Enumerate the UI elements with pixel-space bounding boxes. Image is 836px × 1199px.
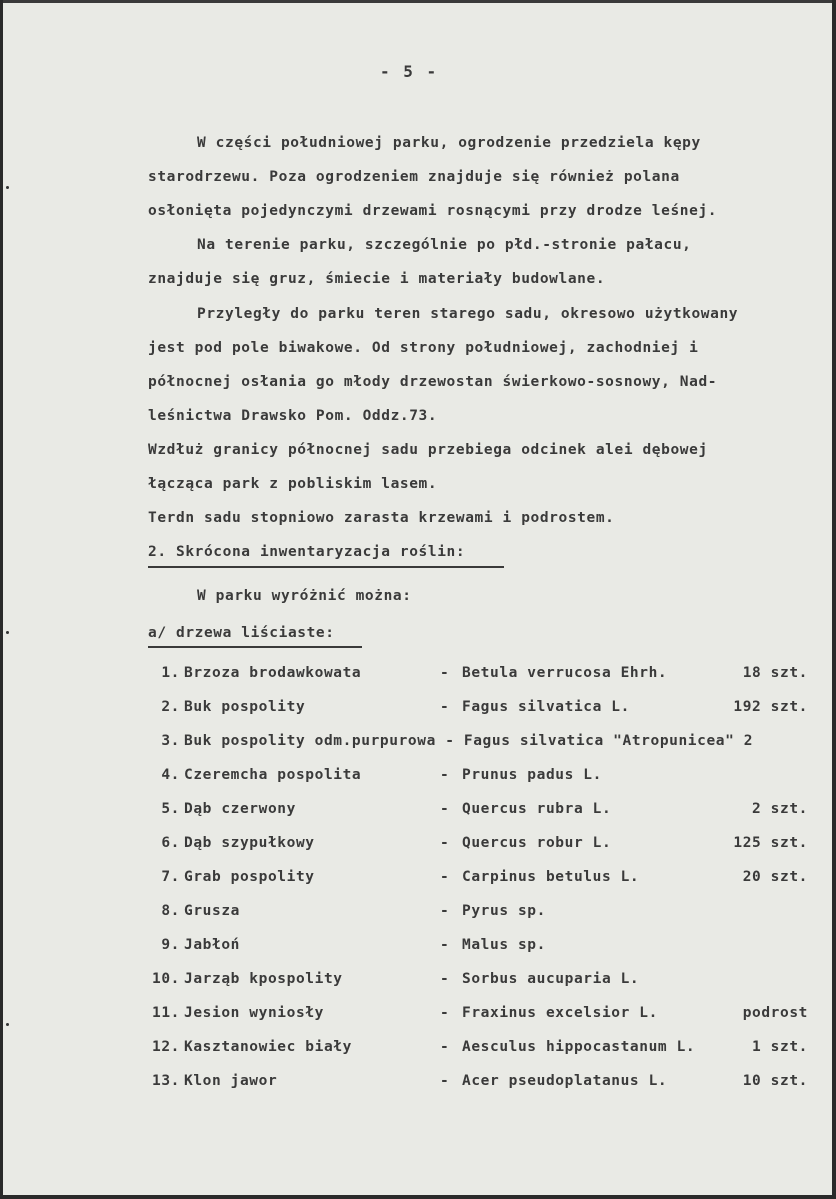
- dash: -: [440, 903, 450, 919]
- table-row: [140, 937, 820, 955]
- table-row: [140, 1073, 820, 1091]
- table-row: [140, 835, 820, 853]
- scan-border-left: [0, 0, 3, 1199]
- scan-border-bottom: [0, 1195, 836, 1199]
- polish-name: Dąb szypułkowy: [184, 835, 315, 851]
- latin-name: Fraxinus excelsior L.: [462, 1005, 658, 1021]
- row-number: 3.: [161, 733, 180, 749]
- table-row: [140, 903, 820, 921]
- row-number: 4.: [161, 767, 180, 783]
- punch-mark: [6, 1023, 9, 1026]
- page-number: - 5 -: [380, 62, 439, 81]
- latin-name: Carpinus betulus L.: [462, 869, 640, 885]
- dash: -: [440, 699, 450, 715]
- table-row: [140, 733, 820, 751]
- dash: -: [440, 835, 450, 851]
- row-number: 7.: [161, 869, 180, 885]
- row-full-text: Buk pospolity odm.purpurowa - Fagus silvatica "Atropunicea" 2: [184, 733, 754, 749]
- section-intro: W parku wyróżnić można:: [197, 588, 412, 604]
- scan-border-top: [0, 0, 836, 3]
- table-row: [140, 869, 820, 887]
- row-number: 13.: [152, 1073, 180, 1089]
- latin-name: Prunus padus L.: [462, 767, 602, 783]
- row-number: 9.: [161, 937, 180, 953]
- heading-underline: [148, 566, 504, 568]
- paragraph-line: starodrzewu. Poza ogrodzeniem znajduje się również polana: [148, 169, 680, 185]
- row-number: 6.: [161, 835, 180, 851]
- dash: -: [440, 971, 450, 987]
- polish-name: Buk pospolity: [184, 699, 306, 715]
- count: 192 szt.: [733, 699, 808, 715]
- row-number: 12.: [152, 1039, 180, 1055]
- punch-mark: [6, 631, 9, 634]
- dash: -: [440, 1005, 450, 1021]
- latin-name: Sorbus aucuparia L.: [462, 971, 640, 987]
- dash: -: [440, 665, 450, 681]
- dash: -: [440, 937, 450, 953]
- table-row: [140, 665, 820, 683]
- polish-name: Czeremcha pospolita: [184, 767, 362, 783]
- latin-name: Fagus silvatica L.: [462, 699, 630, 715]
- polish-name: Jarząb kpospolity: [184, 971, 343, 987]
- row-number: 8.: [161, 903, 180, 919]
- row-number: 1.: [161, 665, 180, 681]
- table-row: [140, 767, 820, 785]
- polish-name: Grab pospolity: [184, 869, 315, 885]
- subheading: a/ drzewa liściaste:: [148, 625, 335, 641]
- paragraph-line: jest pod pole biwakowe. Od strony południowej, zachodniej i: [148, 340, 699, 356]
- polish-name: Grusza: [184, 903, 240, 919]
- scan-border-right: [832, 0, 836, 1199]
- latin-name: Malus sp.: [462, 937, 546, 953]
- paragraph-line: Wzdłuż granicy północnej sadu przebiega odcinek alei dębowej: [148, 442, 708, 458]
- subheading-underline: [148, 646, 362, 648]
- dash: -: [440, 869, 450, 885]
- paragraph-line: Terdn sadu stopniowo zarasta krzewami i podrostem.: [148, 510, 615, 526]
- polish-name: Klon jawor: [184, 1073, 278, 1089]
- latin-name: Quercus robur L.: [462, 835, 612, 851]
- row-number: 11.: [152, 1005, 180, 1021]
- table-row: [140, 971, 820, 989]
- dash: -: [440, 1039, 450, 1055]
- paragraph-line: leśnictwa Drawsko Pom. Oddz.73.: [148, 408, 438, 424]
- paragraph-line: osłonięta pojedynczymi drzewami rosnącymi przy drodze leśnej.: [148, 203, 718, 219]
- count: podrost: [742, 1005, 808, 1021]
- row-number: 2.: [161, 699, 180, 715]
- count: 2 szt.: [752, 801, 808, 817]
- paragraph-line: łącząca park z pobliskim lasem.: [148, 476, 438, 492]
- paragraph-line: Przyległy do parku teren starego sadu, okresowo użytkowany: [197, 306, 739, 322]
- paragraph-line: Na terenie parku, szczególnie po płd.-stronie pałacu,: [197, 237, 692, 253]
- latin-name: Betula verrucosa Ehrh.: [462, 665, 668, 681]
- paragraph-line: znajduje się gruz, śmiecie i materiały budowlane.: [148, 271, 606, 287]
- latin-name: Quercus rubra L.: [462, 801, 612, 817]
- polish-name: Jesion wyniosły: [184, 1005, 324, 1021]
- section-heading: 2. Skrócona inwentaryzacja roślin:: [148, 544, 466, 560]
- table-row: [140, 1039, 820, 1057]
- table-row: [140, 1005, 820, 1023]
- dash: -: [440, 767, 450, 783]
- dash: -: [440, 801, 450, 817]
- latin-name: Aesculus hippocastanum L.: [462, 1039, 696, 1055]
- count: 10 szt.: [742, 1073, 808, 1089]
- count: 20 szt.: [742, 869, 808, 885]
- punch-mark: [6, 186, 9, 189]
- table-row: [140, 801, 820, 819]
- count: 1 szt.: [752, 1039, 808, 1055]
- polish-name: Jabłoń: [184, 937, 240, 953]
- row-number: 10.: [152, 971, 180, 987]
- polish-name: Dąb czerwony: [184, 801, 296, 817]
- polish-name: Brzoza brodawkowata: [184, 665, 362, 681]
- latin-name: Acer pseudoplatanus L.: [462, 1073, 668, 1089]
- row-number: 5.: [161, 801, 180, 817]
- table-row: [140, 699, 820, 717]
- count: 125 szt.: [733, 835, 808, 851]
- paragraph-line: północnej osłania go młody drzewostan świerkowo-sosnowy, Nad-: [148, 374, 718, 390]
- latin-name: Pyrus sp.: [462, 903, 546, 919]
- dash: -: [440, 1073, 450, 1089]
- paragraph-line: W części południowej parku, ogrodzenie przedziela kępy: [197, 135, 701, 151]
- polish-name: Kasztanowiec biały: [184, 1039, 352, 1055]
- count: 18 szt.: [742, 665, 808, 681]
